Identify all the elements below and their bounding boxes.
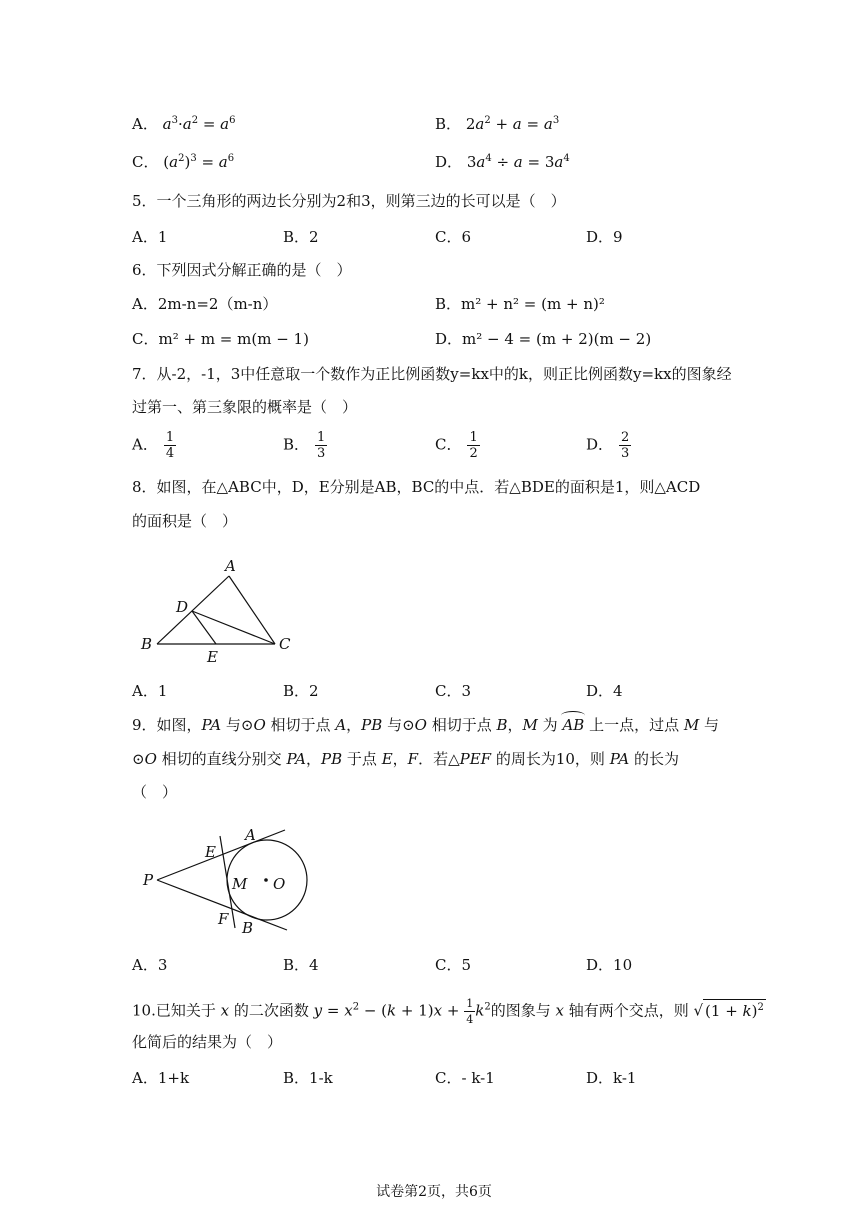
- q10-option-c: C．- k-1: [435, 1069, 495, 1087]
- label-e: E: [207, 648, 218, 666]
- q4-option-a-formula: $a^3\cdot a^2 = a^6$: [162, 115, 236, 133]
- q8-option-d: D．4: [586, 682, 623, 700]
- q7-option-d: D． $\frac{2}{3}$: [586, 430, 630, 461]
- q4-option-b-formula: $2a^2 + a = a^3$: [465, 115, 560, 133]
- q8-triangle-figure: [130, 555, 310, 670]
- q4-option-b: B． $2a^2 + a = a^3$: [435, 115, 560, 133]
- q8-option-a: A．1: [132, 682, 168, 700]
- q8-stem-line2: 的面积是（ ）: [132, 512, 238, 530]
- label-b: B: [242, 919, 254, 937]
- q4-option-d: D． $3a^4 \div a = 3a^4$: [435, 153, 570, 171]
- q7-stem-line1: 7．从-2，-1，3中任意取一个数作为正比例函数y=kx中的k，则正比例函数y=kx的图象经: [132, 365, 732, 383]
- q4-option-d-formula: $3a^4 \div a = 3a^4$: [466, 153, 570, 171]
- q9-option-b: B．4: [283, 956, 319, 974]
- label-a: A: [225, 557, 236, 575]
- center-o-dot: [264, 878, 268, 882]
- label-p: P: [143, 871, 154, 889]
- tangent-pa: [157, 830, 285, 880]
- q4-option-a: A． $a^3\cdot a^2 = a^6$: [132, 115, 236, 133]
- q9-option-c: C．5: [435, 956, 472, 974]
- q10-option-d: D．k-1: [586, 1069, 637, 1087]
- q6-option-a: A．2m-n=2（m-n）: [132, 295, 278, 313]
- label-f: F: [218, 910, 229, 928]
- q6-option-d: D．m² − 4 = (m + 2)(m − 2): [435, 330, 652, 348]
- label-e: E: [205, 843, 216, 861]
- q8-option-b: B．2: [283, 682, 319, 700]
- label-o: O: [273, 875, 286, 893]
- label-b: B: [141, 635, 153, 653]
- fraction: $\frac{1}{4}$: [165, 430, 175, 461]
- q7-option-a: A． $\frac{1}{4}$: [132, 430, 175, 461]
- side-ac: [229, 576, 275, 644]
- q10-stem-line1: 10.已知关于 x 的二次函数 $y = x^2 - (k + 1)x$ + $\frac{1}{4}$ $k^2$的图象与 x 轴有两个交点，则 √ $(1 + k)^2$: [132, 997, 764, 1026]
- q4-option-c-formula: $(a^2)^3 = a^6$: [163, 153, 235, 171]
- q9-stem-line1: 9．如图，PA 与⊙O 相切于点 A，PB 与⊙O 相切于点 B，M 为 AB 上一点，过点 M 与: [132, 716, 719, 734]
- fraction: $\frac{2}{3}$: [621, 430, 630, 461]
- label-m: M: [232, 875, 248, 893]
- side-ab: [157, 576, 229, 644]
- q8-option-c: C．3: [435, 682, 472, 700]
- label-a: A: [245, 826, 256, 844]
- q4-option-c: C． $(a^2)^3 = a^6$: [132, 153, 235, 171]
- q6-option-c: C．m² + m = m(m − 1): [132, 330, 309, 348]
- q7-stem-line2: 过第一、第三象限的概率是（ ）: [132, 398, 358, 416]
- label-d: D: [176, 598, 189, 616]
- q7-option-c: C． $\frac{1}{2}$: [435, 430, 478, 461]
- q9-stem-line2: ⊙O 相切的直线分别交 PA，PB 于点 E，F．若△PEF 的周长为10，则 PA 的长为: [132, 750, 680, 768]
- q9-option-d: D．10: [586, 956, 633, 974]
- fraction: $\frac{1}{3}$: [317, 430, 326, 461]
- q5-option-c: C．6: [435, 228, 472, 246]
- q5-option-d: D．9: [586, 228, 623, 246]
- q5-stem: 5．一个三角形的两边长分别为2和3，则第三边的长可以是（ ）: [132, 192, 566, 210]
- q9-option-a: A．3: [132, 956, 168, 974]
- q9-stem-line3: （ ）: [132, 783, 178, 801]
- arc-ab: AB: [562, 716, 585, 734]
- fraction: $\frac{1}{2}$: [469, 430, 478, 461]
- q7-option-b: B． $\frac{1}{3}$: [283, 430, 326, 461]
- q10-stem-line2: 化简后的结果为（ ）: [132, 1033, 283, 1051]
- q8-stem-line1: 8．如图，在△ABC中，D，E分别是AB，BC的中点．若△BDE的面积是1，则△ACD: [132, 478, 701, 496]
- q9-circle-figure: [135, 818, 325, 943]
- q5-option-a: A．1: [132, 228, 168, 246]
- q6-stem: 6．下列因式分解正确的是（ ）: [132, 261, 352, 279]
- page-footer: 试卷第2页，共6页: [376, 1184, 492, 1200]
- q10-option-a: A．1+k: [132, 1069, 190, 1087]
- label-c: C: [279, 635, 291, 653]
- q6-option-b: B．m² + n² = (m + n)²: [435, 295, 605, 313]
- q5-option-b: B．2: [283, 228, 319, 246]
- q10-option-b: B．1-k: [283, 1069, 333, 1087]
